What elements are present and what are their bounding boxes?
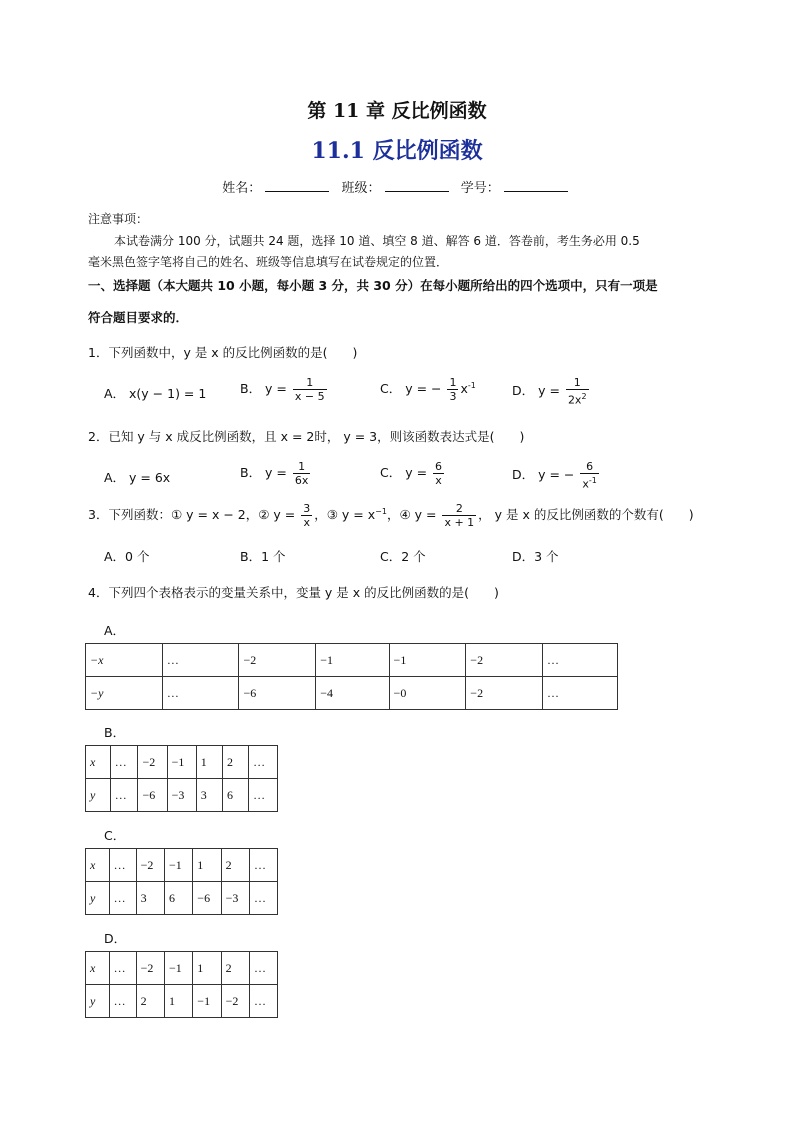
q2-option-d[interactable] — [512, 460, 601, 491]
table-cell: … — [249, 746, 278, 779]
table-cell: 1 — [164, 985, 192, 1018]
q3-frac2-den: x + 1 — [444, 516, 475, 529]
table-row-header-cell: y — [86, 882, 110, 915]
table-row — [86, 849, 278, 882]
q1-b-den: x − 5 — [294, 390, 325, 403]
table-cell: 1 — [196, 746, 222, 779]
q4-table-a — [85, 643, 618, 710]
q1-option-a[interactable]: A． x(y − 1) = 1 — [104, 386, 207, 401]
table-cell: … — [110, 746, 138, 779]
q2-d-den-sup: -1 — [588, 476, 597, 485]
table-cell: −6 — [138, 779, 167, 812]
q2-option-a[interactable]: A． y = 6x — [104, 470, 171, 485]
table-cell: … — [543, 677, 618, 710]
q1-c-var: x — [460, 381, 468, 396]
q2-b-num: 1 — [298, 460, 306, 473]
q3-option-c[interactable]: C．2 个 — [380, 549, 426, 564]
table-cell: −6 — [193, 882, 221, 915]
table-cell: … — [109, 985, 136, 1018]
table-row-header-cell: −y — [86, 677, 163, 710]
table-row-header-cell: x — [86, 849, 110, 882]
table-cell: −1 — [164, 849, 192, 882]
q2-c-prefix: C． y = — [380, 465, 428, 480]
table-cell: … — [543, 644, 618, 677]
q3-frac2-num: 2 — [455, 502, 463, 515]
q3-fraction-2 — [442, 502, 476, 529]
q3-frac1-num: 3 — [303, 502, 311, 515]
table-cell: … — [250, 849, 278, 882]
q3-sup: −1 — [375, 506, 387, 516]
q1-c-den: 3 — [449, 390, 457, 403]
q4-option-a-label[interactable]: A． — [104, 623, 126, 638]
q1-b-prefix: B． y = — [240, 381, 287, 396]
q2-d-num: 6 — [586, 460, 594, 473]
table-cell: 2 — [222, 746, 248, 779]
q4-table-a-body — [86, 644, 618, 710]
table-cell: … — [109, 952, 136, 985]
table-cell: 6 — [164, 882, 192, 915]
table-row-header-cell: x — [86, 952, 110, 985]
table-row — [86, 746, 278, 779]
table-cell: −0 — [389, 677, 466, 710]
table-cell: … — [110, 779, 138, 812]
q3-stem-part-a: 3．下列函数：① y = x − 2，② y = — [88, 507, 296, 522]
q2-d-den — [580, 473, 599, 491]
q2-c-num: 6 — [435, 460, 443, 473]
class-blank[interactable] — [385, 179, 449, 192]
q2-b-den: 6x — [294, 474, 309, 487]
q1-b-fraction — [293, 376, 327, 403]
table-cell: … — [162, 677, 239, 710]
q1-stem: 1．下列函数中，y 是 x 的反比例函数的是( ) — [88, 345, 358, 360]
table-cell: 3 — [136, 882, 164, 915]
q3-option-b[interactable]: B．1 个 — [240, 549, 286, 564]
notice-heading: 注意事项： — [88, 212, 149, 226]
table-cell: −2 — [221, 985, 249, 1018]
table-cell: 2 — [136, 985, 164, 1018]
q1-d-den-text: 2x — [567, 393, 582, 407]
table-row — [86, 677, 618, 710]
table-cell: … — [250, 952, 278, 985]
q3-stem-part-c: ，④ y = — [386, 507, 437, 522]
section-heading-line-2: 符合题目要求的． — [88, 310, 189, 325]
q1-b-num: 1 — [306, 376, 314, 389]
name-label: 姓名： — [222, 181, 262, 196]
notice-line-2: 毫米黑色签字笔将自己的姓名、班级等信息填写在试卷规定的位置． — [88, 255, 449, 269]
q1-d-fraction — [566, 376, 589, 407]
table-cell: 1 — [193, 952, 221, 985]
q2-stem: 2．已知 y 与 x 成反比例函数，且 x = 2时， y = 3，则该函数表达式是( ) — [88, 429, 525, 444]
table-cell: −2 — [136, 849, 164, 882]
table-row — [86, 985, 278, 1018]
table-cell: 2 — [221, 952, 249, 985]
table-cell: −1 — [316, 644, 389, 677]
table-cell: 6 — [222, 779, 248, 812]
q3-stem-part-d: ， y 是 x 的反比例函数的个数有( ) — [478, 507, 694, 522]
table-cell: −2 — [136, 952, 164, 985]
table-cell: … — [109, 849, 136, 882]
chapter-title: 第 11 章 反比例函数 — [307, 100, 487, 122]
table-cell: −2 — [466, 677, 543, 710]
q3-fraction-1 — [301, 502, 312, 529]
q4-option-d-label[interactable]: D． — [104, 931, 127, 946]
table-cell: −2 — [466, 644, 543, 677]
q3-stem — [88, 502, 694, 529]
table-cell: −2 — [239, 644, 316, 677]
table-cell: … — [250, 882, 278, 915]
q2-option-c[interactable] — [380, 460, 446, 487]
table-cell: −3 — [221, 882, 249, 915]
q4-option-b-label[interactable]: B． — [104, 725, 126, 740]
table-row-header-cell: −x — [86, 644, 163, 677]
table-cell: … — [250, 985, 278, 1018]
q3-stem-part-b: ，③ y = x — [314, 507, 376, 522]
q2-d-fraction — [580, 460, 599, 491]
q1-option-c[interactable] — [380, 376, 476, 403]
q3-option-d[interactable]: D．3 个 — [512, 549, 559, 564]
q3-frac1-den: x — [303, 516, 310, 529]
section-title: 11.1 反比例函数 — [311, 138, 483, 164]
table-row — [86, 644, 618, 677]
q4-table-d-body — [86, 952, 278, 1018]
q4-table-d — [85, 951, 278, 1018]
q1-d-den-sup: 2 — [581, 392, 587, 401]
table-cell: −3 — [167, 779, 196, 812]
table-row-header-cell: y — [86, 985, 110, 1018]
q1-d-num: 1 — [573, 376, 581, 389]
q1-d-prefix: D． y = — [512, 382, 560, 398]
table-cell: −1 — [167, 746, 196, 779]
q1-c-num: 1 — [449, 376, 457, 389]
q1-c-sup: -1 — [467, 380, 476, 390]
q1-c-fraction — [447, 376, 458, 403]
q2-c-den: x — [435, 474, 442, 487]
id-label: 学号： — [460, 181, 500, 196]
q2-d-den-text: x — [582, 477, 589, 491]
table-cell: 1 — [193, 849, 221, 882]
table-cell: −6 — [239, 677, 316, 710]
q4-table-c-body — [86, 849, 278, 915]
section-heading-line-1: 一、选择题（本大题共 10 小题，每小题 3 分，共 30 分）在每小题所给出的四个选项中，只有一项是 — [88, 278, 658, 293]
table-cell: −1 — [193, 985, 221, 1018]
id-blank[interactable] — [504, 179, 568, 192]
table-row — [86, 779, 278, 812]
table-cell: 2 — [221, 849, 249, 882]
q4-table-b — [85, 745, 278, 812]
table-row-header-cell: x — [86, 746, 111, 779]
q2-b-prefix: B． y = — [240, 465, 287, 480]
q2-option-b[interactable] — [240, 460, 312, 487]
table-row-header-cell: y — [86, 779, 111, 812]
table-cell: −2 — [138, 746, 167, 779]
q3-option-a[interactable]: A．0 个 — [104, 549, 150, 564]
q1-d-den — [566, 389, 589, 407]
class-label: 班级： — [341, 181, 381, 196]
q4-table-c — [85, 848, 278, 915]
q4-stem: 4．下列四个表格表示的变量关系中，变量 y 是 x 的反比例函数的是( ) — [88, 585, 499, 600]
table-cell: −1 — [164, 952, 192, 985]
table-row — [86, 882, 278, 915]
q4-option-c-label[interactable]: C． — [104, 828, 126, 843]
q2-d-prefix: D． y = − — [512, 466, 575, 482]
table-cell: … — [249, 779, 278, 812]
q1-c-prefix: C． y = − — [380, 381, 442, 396]
q2-c-fraction — [433, 460, 444, 487]
q1-option-b[interactable] — [240, 376, 329, 403]
table-cell: −1 — [389, 644, 466, 677]
table-cell: … — [109, 882, 136, 915]
name-blank[interactable] — [265, 179, 329, 192]
table-cell: 3 — [196, 779, 222, 812]
q1-option-d[interactable] — [512, 376, 591, 407]
notice-line-1: 本试卷满分 100 分，试题共 24 题，选择 10 道、填空 8 道、解答 6 道．答卷前，考生务必用 0.5 — [114, 234, 640, 248]
table-cell: … — [162, 644, 239, 677]
student-info-line — [0, 177, 794, 196]
q2-b-fraction — [293, 460, 311, 487]
table-cell: −4 — [316, 677, 389, 710]
q4-table-b-body — [86, 746, 278, 812]
table-row — [86, 952, 278, 985]
